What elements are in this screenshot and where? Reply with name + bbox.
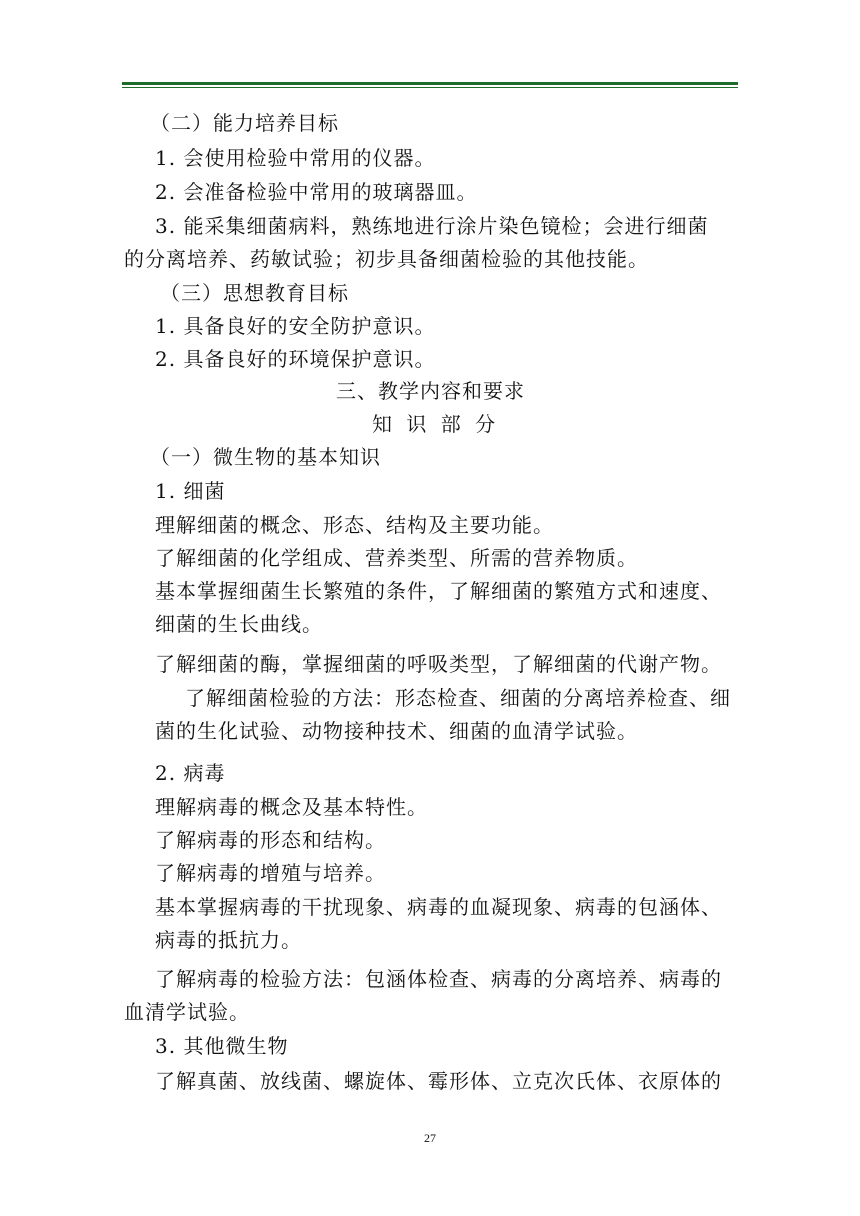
list-item: 2. 具备良好的环境保护意识。	[155, 347, 436, 371]
paragraph-line: 了解病毒的形态和结构。	[155, 828, 386, 852]
paragraph-line: 了解病毒的检验方法：包涵体检查、病毒的分离培养、病毒的	[155, 967, 722, 991]
section-heading: （二）能力培养目标	[150, 111, 339, 135]
paragraph-line: 病毒的抵抗力。	[155, 928, 302, 952]
header-rule-thick	[122, 82, 738, 85]
paragraph-line: 了解细菌的酶，掌握细菌的呼吸类型，了解细菌的代谢产物。	[155, 652, 722, 676]
paragraph-line: 了解真菌、放线菌、螺旋体、霉形体、立克次氏体、衣原体的	[155, 1069, 722, 1093]
paragraph-line: 了解细菌的化学组成、营养类型、所需的营养物质。	[155, 546, 638, 570]
chapter-heading: 三、教学内容和要求	[336, 379, 525, 403]
section-heading: （三）思想教育目标	[160, 281, 349, 305]
paragraph-line: 基本掌握病毒的干扰现象、病毒的血凝现象、病毒的包涵体、	[155, 895, 722, 919]
paragraph-line: 细菌的生长曲线。	[155, 612, 323, 636]
paragraph-line: 血清学试验。	[124, 1000, 250, 1024]
list-item: 1. 会使用检验中常用的仪器。	[155, 146, 436, 170]
subsection-heading: 2. 病毒	[155, 761, 226, 785]
paragraph-line: 菌的生化试验、动物接种技术、细菌的血清学试验。	[155, 719, 638, 743]
subsection-heading: 3. 其他微生物	[155, 1034, 289, 1058]
list-item: 1. 具备良好的安全防护意识。	[155, 314, 436, 338]
paragraph-line: 理解病毒的概念及基本特性。	[155, 795, 428, 819]
section-heading: （一）微生物的基本知识	[150, 445, 381, 469]
header-rule-thin	[122, 87, 738, 88]
list-item: 2. 会准备检验中常用的玻璃器皿。	[155, 180, 478, 204]
part-title: 知 识 部 分	[372, 412, 500, 436]
list-item: 3. 能采集细菌病料，熟练地进行涂片染色镜检；会进行细菌	[155, 214, 709, 238]
list-item-continuation: 的分离培养、药敏试验；初步具备细菌检验的其他技能。	[124, 247, 649, 271]
subsection-heading: 1. 细菌	[155, 479, 226, 503]
paragraph-line: 了解细菌检验的方法：形态检查、细菌的分离培养检查、细	[185, 686, 731, 710]
paragraph-line: 理解细菌的概念、形态、结构及主要功能。	[155, 513, 554, 537]
page-number: 27	[424, 1131, 436, 1145]
paragraph-line: 了解病毒的增殖与培养。	[155, 861, 386, 885]
paragraph-line: 基本掌握细菌生长繁殖的条件，了解细菌的繁殖方式和速度、	[155, 579, 722, 603]
